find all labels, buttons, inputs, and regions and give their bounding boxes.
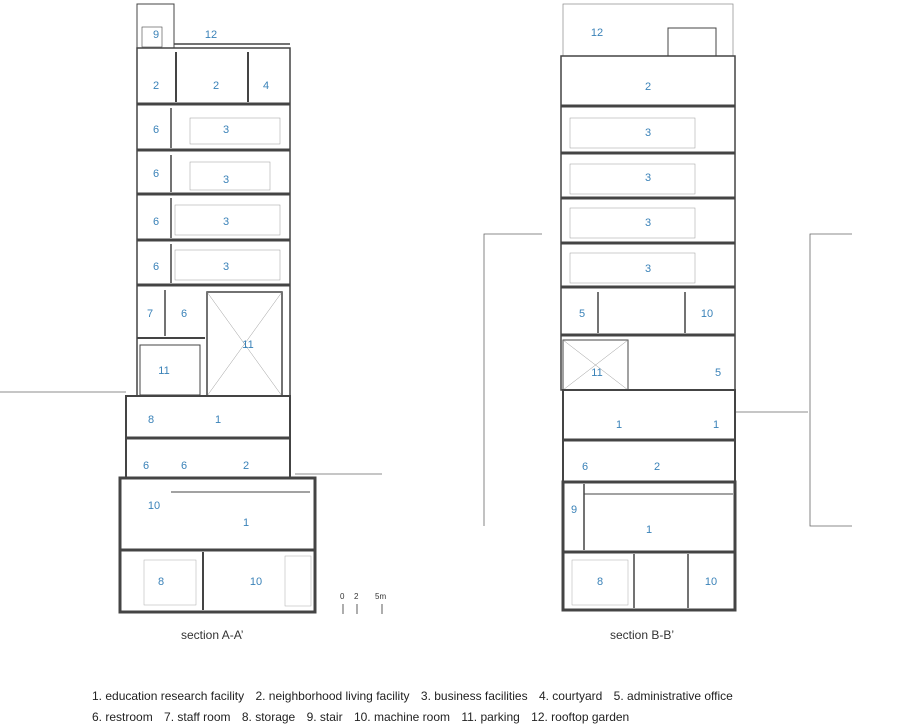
room-number-label: 3 xyxy=(222,124,230,136)
room-number-label: 2 xyxy=(152,80,160,92)
room-number-label: 10 xyxy=(704,576,718,588)
room-number-label: 6 xyxy=(180,308,188,320)
room-number-label: 2 xyxy=(212,80,220,92)
room-number-label: 2 xyxy=(653,461,661,473)
room-number-label: 10 xyxy=(147,500,161,512)
legend-item: 1. education research facility xyxy=(92,689,245,703)
room-number-label: 8 xyxy=(596,576,604,588)
legend-item: 12. rooftop garden xyxy=(531,710,630,724)
room-number-label: 5 xyxy=(714,367,722,379)
room-number-label: 2 xyxy=(644,81,652,93)
room-number-label: 9 xyxy=(152,29,160,41)
room-number-label: 9 xyxy=(570,504,578,516)
scale-bar xyxy=(343,604,382,614)
room-number-label: 6 xyxy=(152,261,160,273)
section-b-room-labels xyxy=(571,27,721,588)
room-number-label: 3 xyxy=(644,217,652,229)
section-b-caption: section B-B’ xyxy=(610,628,675,642)
legend-row-1 xyxy=(92,686,852,707)
room-number-label: 10 xyxy=(249,576,263,588)
scale-label-2: 2 xyxy=(354,592,359,601)
legend-item: 10. machine room xyxy=(353,710,450,724)
section-b-drawing xyxy=(484,4,852,610)
legend xyxy=(92,686,852,728)
legend-item: 8. storage xyxy=(241,710,296,724)
legend-item: 11. parking xyxy=(461,710,520,724)
legend-item: 3. business facilities xyxy=(420,689,528,703)
room-number-label: 6 xyxy=(152,216,160,228)
room-number-label: 11 xyxy=(591,367,603,379)
room-number-label: 4 xyxy=(262,80,270,92)
room-number-label: 12 xyxy=(590,27,604,39)
room-number-label: 6 xyxy=(142,460,150,472)
room-number-label: 10 xyxy=(700,308,714,320)
scale-label-0: 0 xyxy=(340,592,345,601)
section-a-room-labels xyxy=(143,29,269,588)
section-a-caption: section A-A’ xyxy=(181,628,244,642)
room-number-label: 1 xyxy=(615,419,623,431)
room-number-label: 1 xyxy=(214,414,222,426)
legend-item: 4. courtyard xyxy=(538,689,603,703)
legend-item: 7. staff room xyxy=(164,710,231,724)
room-number-label: 8 xyxy=(147,414,155,426)
legend-item: 5. administrative office xyxy=(613,689,733,703)
room-number-label: 3 xyxy=(222,174,230,186)
room-number-label: 3 xyxy=(644,127,652,139)
room-number-label: 1 xyxy=(712,419,720,431)
room-number-label: 3 xyxy=(644,263,652,275)
room-number-label: 8 xyxy=(157,576,165,588)
room-number-label: 6 xyxy=(581,461,589,473)
room-number-label: 1 xyxy=(242,517,250,529)
room-number-label: 1 xyxy=(645,524,653,536)
room-number-label: 6 xyxy=(152,124,160,136)
room-number-label: 2 xyxy=(242,460,250,472)
room-number-label: 6 xyxy=(180,460,188,472)
legend-item: 9. stair xyxy=(306,710,343,724)
room-number-label: 11 xyxy=(242,339,254,351)
section-a-drawing xyxy=(0,4,382,612)
room-number-label: 5 xyxy=(578,308,586,320)
legend-item: 2. neighborhood living facility xyxy=(255,689,410,703)
legend-item: 6. restroom xyxy=(92,710,153,724)
room-number-label: 6 xyxy=(152,168,160,180)
room-number-label: 3 xyxy=(644,172,652,184)
room-number-label: 3 xyxy=(222,261,230,273)
room-number-label: 12 xyxy=(204,29,218,41)
scale-label-5m: 5m xyxy=(375,592,387,601)
room-number-label: 3 xyxy=(222,216,230,228)
room-number-label: 11 xyxy=(158,365,170,377)
room-number-label: 7 xyxy=(146,308,154,320)
